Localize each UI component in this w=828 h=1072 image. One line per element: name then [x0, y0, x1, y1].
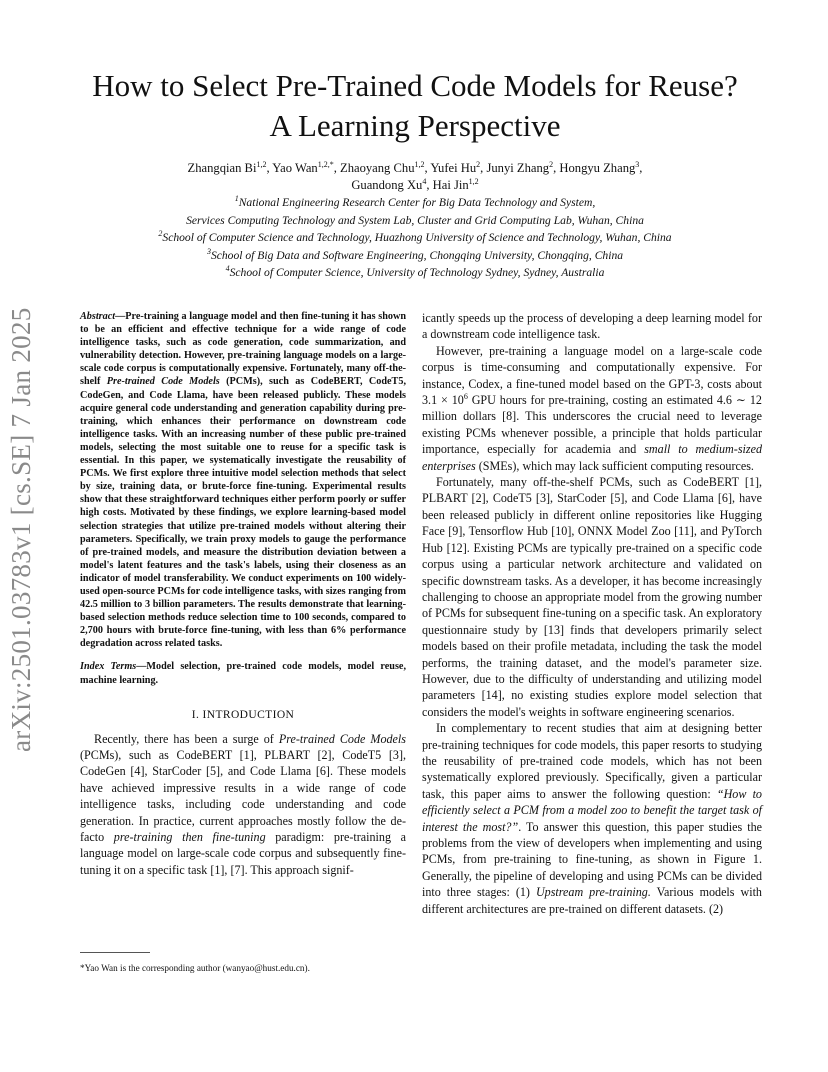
author-name: Hai Jin	[432, 178, 469, 192]
affiliation-list	[60, 194, 770, 282]
paper-header	[60, 66, 770, 282]
author-name: Yao Wan	[272, 161, 318, 175]
affiliation-4: $^4$School of Computer Science, University of Technology Sydney, Sydney, Australia	[225, 264, 605, 279]
title-line-1: How to Select Pre-Trained Code Models for Reuse?	[92, 68, 738, 103]
author-name: Hongyu Zhang	[559, 161, 636, 175]
author-affiliation-marker: 2	[549, 159, 554, 169]
author-affiliation-marker: 1,2,*	[317, 159, 334, 169]
author-affiliation-marker: 4	[422, 176, 427, 186]
index-terms-lead: Index Terms	[80, 661, 137, 673]
paper-title	[60, 66, 770, 146]
author-name: Yufei Hu	[430, 161, 477, 175]
left-column	[80, 310, 406, 878]
section-heading-introduction: I. INTRODUCTION	[191, 708, 295, 721]
right-paragraph-3: In complementary to recent studies that aim at designing better pre-training techniques for code models, this paper resorts to studying the reusability of pre-trained code models, which has not been systematically explored previously. Specifically, given a particular task, this paper aims to answer the following question: “How to efficiently select a PCM from a model zoo to benefit the target task of interest the most?”. To answer this question, this paper studies the problems from the view of developers when implementing and using PCMs, from pre-training to fine-tuning, as shown in Figure 1. Generally, the pipeline of developing and using PCMs can be divided into three stages: (1) Upstream pre-training. Various models with different architectures are pre-trained on different datasets. (2)	[422, 721, 762, 916]
arxiv-identifier: arXiv:2501.03783v1 [cs.SE] 7 Jan 2025	[6, 307, 36, 753]
affiliation-1-cont: Services Computing Technology and System Lab, Cluster and Grid Computing Lab, Wuhan, China	[186, 213, 644, 227]
author-affiliation-marker: 1,2	[414, 159, 425, 169]
author-affiliation-marker: 2	[476, 159, 481, 169]
author-list: Zhangqian Bi$^{1,2}$, Yao Wan$^{1,2,*}$, Zhaoyang Chu$^{1,2}$, Yufei Hu$^2$, Junyi Zhang$^2$, Hongyu Zhang$^3$, Guandong Xu$^4$, Hai Jin$^{1,2}$	[187, 159, 643, 192]
abstract-lead: Abstract	[80, 311, 116, 322]
index-terms: Index Terms—Model selection, pre-trained code models, model reuse, machine learning.	[80, 661, 406, 686]
author-name: Junyi Zhang	[486, 161, 550, 175]
abstract: Abstract—Pre-training a language model and then fine-tuning it has shown to be an efficient and effective technique for a wide range of code intelligence tasks, such as code generation, code summarization, and vulnerability detection. However, pre-training language models on a large-scale code corpus is computationally expensive. Fortunately, many off-the-shelf Pre-trained Code Models (PCMs), such as CodeBERT, CodeT5, CodeGen, and Code Llama, have been released publicly. These models acquire general code understanding and generation capability during pre-training, which enhances their performance on downstream code intelligence tasks. With an increasing number of these public pre-trained models, selecting the most suitable one to reuse for a specific task is essential. In this paper, we systematically investigate the reusability of PCMs. We first explore three intuitive model selection methods that select by size, training data, or brute-force fine-tuning. Experimental results show that these straightforward techniques either perform poorly or suffer high costs. Motivated by these findings, we explore learning-based model selection strategies that utilize pre-trained models without altering their parameters. Specifically, we train proxy models to gauge the performance of pre-trained models, and measure the distribution deviation between a model's latent features and the task's labels, using their closeness as an indicator of model transferability. We conduct experiments on 100 widely-used open-source PCMs for code intelligence tasks, with sizes ranging from 42.5 million to 3 billion parameters. The results demonstrate that learning-based selection methods reduce selection time to 100 seconds, compared to 2,700 hours with brute-force fine-tuning, with less than 6% performance degradation across related tasks.	[80, 311, 406, 650]
footnote-rule	[80, 952, 150, 953]
author-affiliation-marker: 3	[635, 159, 640, 169]
author-affiliation-marker: 1,2	[256, 159, 267, 169]
author-affiliation-marker: 1,2	[468, 176, 479, 186]
affiliation-3: $^3$School of Big Data and Software Engineering, Chongqing University, Chongqing, China	[206, 246, 624, 262]
right-paragraph-2: Fortunately, many off-the-shelf PCMs, such as CodeBERT [1], PLBART [2], CodeT5 [3], StarCoder [5], and Code Llama [6], have been released publicly in different online repositories like Hugging Face [9], Tensorflow Hub [10], ONNX Model Zoo [11], and PyTorch Hub [12]. Existing PCMs are typically pre-trained on a specific code corpus using a particular network architecture and validated on specific downstream tasks. As a developer, it has become increasingly challenging to choose an appropriate model from the growing number of PCMs for subsequent fine-tuning on a specific task. An exploratory questionnaire study by [13] finds that developers primarily select models based on their profile metadata, including the task the model performs, the training dataset, and the model's parameter size. However, due to the difficulty of understanding and utilizing model parameters [14], no existing studies explore model selection that considers the model's weights in software engineering scenarios.	[422, 475, 762, 719]
affiliation-1: $^1$National Engineering Research Center for Big Data Technology and System,	[234, 194, 596, 209]
right-column	[422, 310, 762, 917]
title-line-2: A Learning Perspective	[269, 108, 561, 143]
author-name: Guandong Xu	[351, 178, 423, 192]
right-paragraph-1: However, pre-training a language model on a large-scale code corpus is time-consuming and computationally expensive. For instance, Codex, a fine-tuned model based on the GPT-3, costs about $3.1 \times 10^6$ GPU hours for pre-training, costing an estimated 4.6 ∼ 12 million dollars [8]. This underscores the crucial need to leverage existing PCMs whenever possible, a principle that holds particular importance, especially for academia and small to medium-sized enterprises (SMEs), which may lack sufficient computing resources.	[422, 343, 763, 473]
intro-paragraph-1: Recently, there has been a surge of Pre-trained Code Models (PCMs), such as CodeBERT [1], PLBART [2], CodeT5 [3], CodeGen [4], StarCoder [5], and Code Llama [6]. These models have achieved impressive results in a wide range of code intelligence tasks, including code understanding and code generation. In practice, current approaches mostly follow the de-facto pre-training then fine-tuning paradigm: pre-training a language model on large-scale code corpus and subsequently fine-tuning it on a specific task [1], [7]. This approach signif-	[80, 731, 406, 877]
right-paragraph-0: icantly speeds up the process of developing a deep learning model for a downstream code intelligence task.	[422, 311, 762, 342]
affiliation-2: $^2$School of Computer Science and Technology, Huazhong University of Science and Technology, Wuhan, China	[158, 229, 672, 244]
author-name: Zhaoyang Chu	[340, 161, 415, 175]
author-name: Zhangqian Bi	[187, 161, 257, 175]
footnote: *Yao Wan is the corresponding author (wanyao@hust.edu.cn).	[80, 963, 310, 973]
